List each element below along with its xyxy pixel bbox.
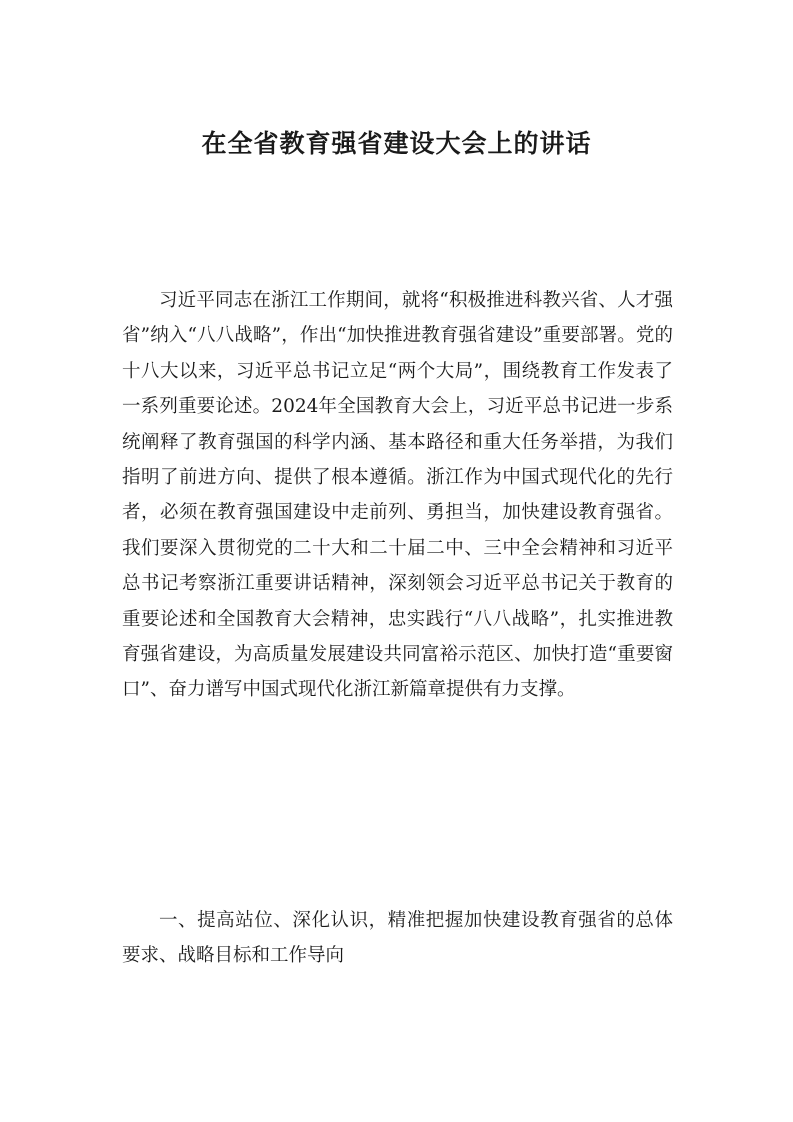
section-heading: 一、提高站位、深化认识，精准把握加快建设教育强省的总体要求、战略目标和工作导向	[122, 910, 673, 967]
document-title: 在全省教育强省建设大会上的讲话	[201, 129, 592, 158]
body-paragraph: 习近平同志在浙江工作期间，就将“积极推进科教兴省、人才强省”纳入“八八战略”，作出“加快推进教育强省建设”重要部署。党的十八大以来，习近平总书记立足“两个大局”，围绕教育工作发表了一系列重要论述。2024年全国教育大会上，习近平总书记进一步系统阐释了教育强国的科学内涵、基本路径和重大任务举措，为我们指明了前进方向、提供了根本遵循。浙江作为中国式现代化的先行者，必须在教育强国建设中走前列、勇担当，加快建设教育强省。我们要深入贯彻党的二十大和二十届二中、三中全会精神和习近平总书记考察浙江重要讲话精神，深刻领会习近平总书记关于教育的重要论述和全国教育大会精神，忠实践行“八八战略”，扎实推进教育强省建设，为高质量发展建设共同富裕示范区、加快打造“重要窗口”、奋力谱写中国式现代化浙江新篇章提供有力支撑。	[122, 290, 673, 701]
